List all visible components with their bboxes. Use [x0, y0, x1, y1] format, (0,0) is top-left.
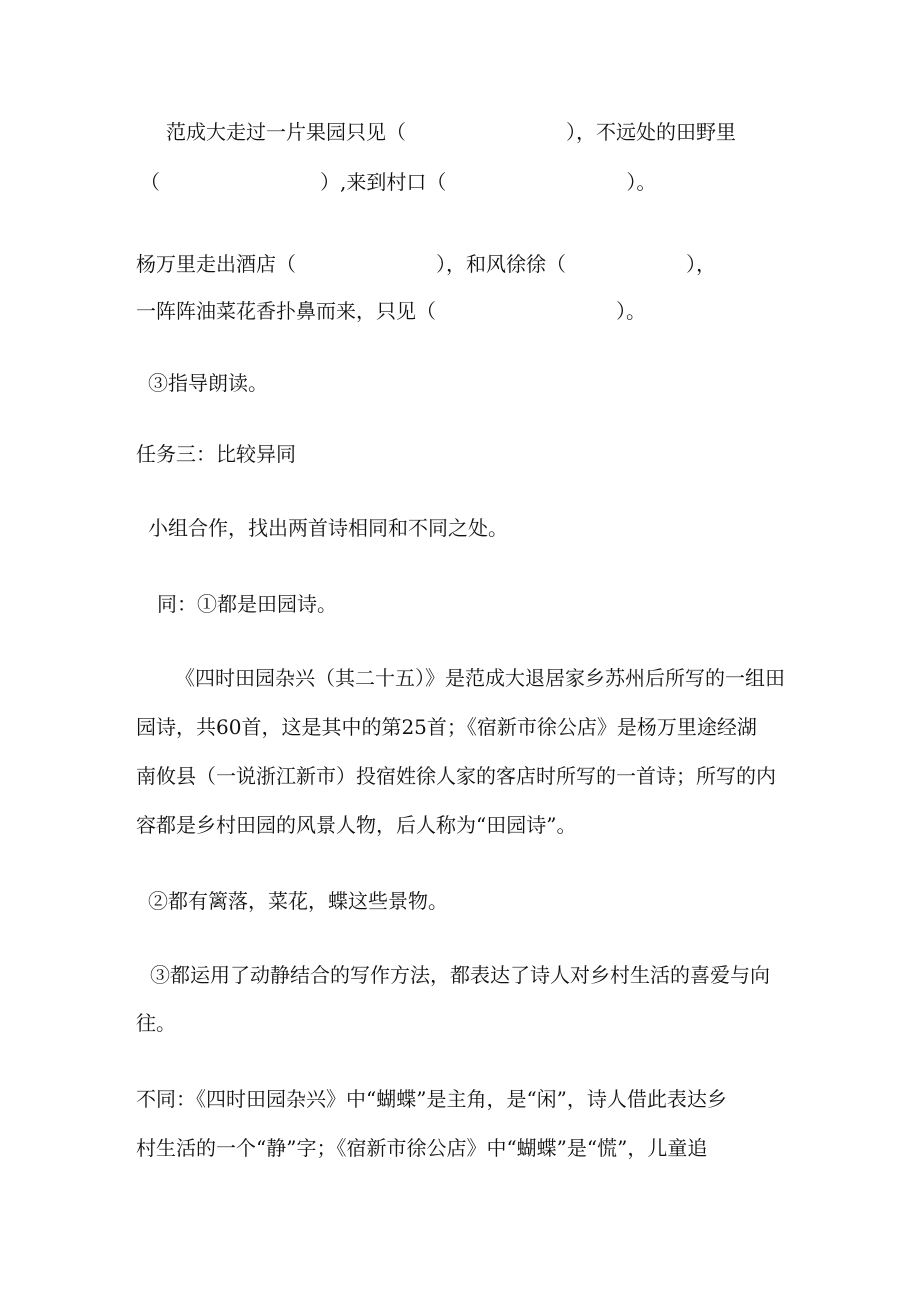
paragraph-line: 往。: [136, 1011, 176, 1035]
paragraph-line: 《四时田园杂兴（其二十五）》是范成大退居家乡苏州后所写的一组田: [175, 666, 785, 690]
paragraph-line: 村生活的一个“静”字；《宿新市徐公店》中“蝴蝶”是“慌”，儿童追: [136, 1136, 708, 1160]
paragraph-line: （ ）,来到村口（ ）。: [140, 170, 657, 194]
paragraph-line: 不同：《四时田园杂兴》中“蝴蝶”是主角，是“闲”，诗人借此表达乡: [136, 1087, 727, 1111]
paragraph-line: 同：①都是田园诗。: [157, 592, 337, 616]
paragraph-line: 杨万里走出酒店（ ），和风徐徐（ ），: [136, 252, 716, 276]
paragraph-line: ③指导朗读。: [148, 371, 268, 395]
paragraph-line: 范成大走过一片果园只见（ ），不远处的田野里: [166, 120, 736, 144]
paragraph-line: 一阵阵油菜花香扑鼻而来，只见（ ）。: [136, 299, 646, 323]
paragraph-line: 小组合作，找出两首诗相同和不同之处。: [148, 516, 508, 540]
paragraph-line: 南攸县（一说浙江新市）投宿姓徐人家的客店时所写的一首诗；所写的内: [136, 764, 776, 788]
paragraph-line: ③都运用了动静结合的写作方法，都表达了诗人对乡村生活的喜爱与向: [150, 963, 770, 987]
paragraph-line: ②都有篱落，菜花，蝶这些景物。: [148, 889, 448, 913]
paragraph-line: 园诗，共60首，这是其中的第25首；《宿新市徐公店》是杨万里途经湖: [136, 715, 757, 739]
section-heading: 任务三：比较异同: [136, 442, 296, 466]
paragraph-line: 容都是乡村田园的风景人物，后人称为“田园诗”。: [136, 813, 577, 837]
